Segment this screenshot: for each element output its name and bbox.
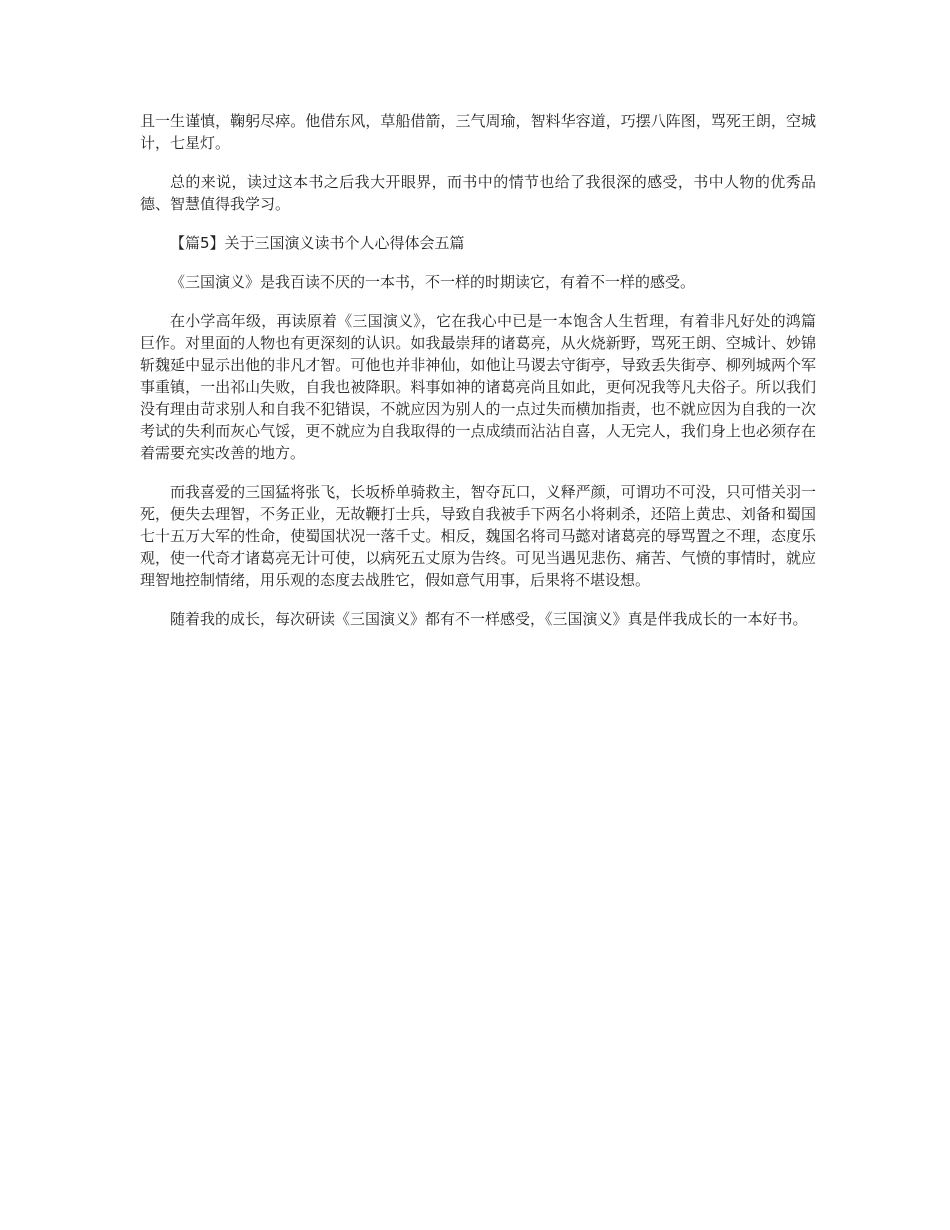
paragraph-6: 随着我的成长，每次研读《三国演义》都有不一样感受，《三国演义》真是伴我成长的一本好书。 <box>170 610 808 628</box>
paragraph-2: 总的来说，读过这本书之后我大开眼界，而书中的情节也给了我很深的感受，书中人物的优秀品德、智慧值得我学习。 <box>140 173 816 213</box>
paragraph-5: 而我喜爱的三国猛将张飞，长坂桥单骑救主，智夺瓦口，义释严颜，可谓功不可没，只可惜关羽一死，便失去理智，不务正业，无故鞭打士兵，导致自我被手下两名小将刺杀，还陪上黄忠、刘备和蜀国七十五万大军的性命，使蜀国状况一落千丈。相反，魏国名将司马懿对诸葛亮的辱骂置之不理，态度乐观，使一代奇才诸葛亮无计可使，以病死五丈原为告终。可见当遇见悲伤、痛苦、气愤的事情时，就应理智地控制情绪，用乐观的态度去战胜它，假如意气用事，后果将不堪设想。 <box>140 483 816 589</box>
document-body <box>140 110 816 647</box>
paragraph-4: 在小学高年级，再读原着《三国演义》，它在我心中已是一本饱含人生哲理，有着非凡好处的鸿篇巨作。对里面的人物也有更深刻的认识。如我最崇拜的诸葛亮，从火烧新野，骂死王朗、空城计、妙锦斩魏延中显示出他的非凡才智。可他也并非神仙，如他让马谡去守街亭，导致丢失街亭、柳列城两个军事重镇，一出祁山失败，自我也被降职。料事如神的诸葛亮尚且如此，更何况我等凡夫俗子。所以我们没有理由苛求别人和自我不犯错误，不就应因为别人的一点过失而横加指责，也不就应因为自我的一次考试的失利而灰心气馁，更不就应为自我取得的一点成绩而沾沾自喜，人无完人，我们身上也必须存在着需要充实改善的地方。 <box>140 312 816 462</box>
paragraph-3: 《三国演义》是我百读不厌的一本书，不一样的时期读它，有着不一样的感受。 <box>170 273 696 291</box>
section-heading: 【篇5】关于三国演义读书个人心得体会五篇 <box>170 234 465 252</box>
paragraph-1: 且一生谨慎，鞠躬尽瘁。他借东风，草船借箭，三气周瑜，智料华容道，巧摆八阵图，骂死王朗，空城计，七星灯。 <box>140 112 816 152</box>
